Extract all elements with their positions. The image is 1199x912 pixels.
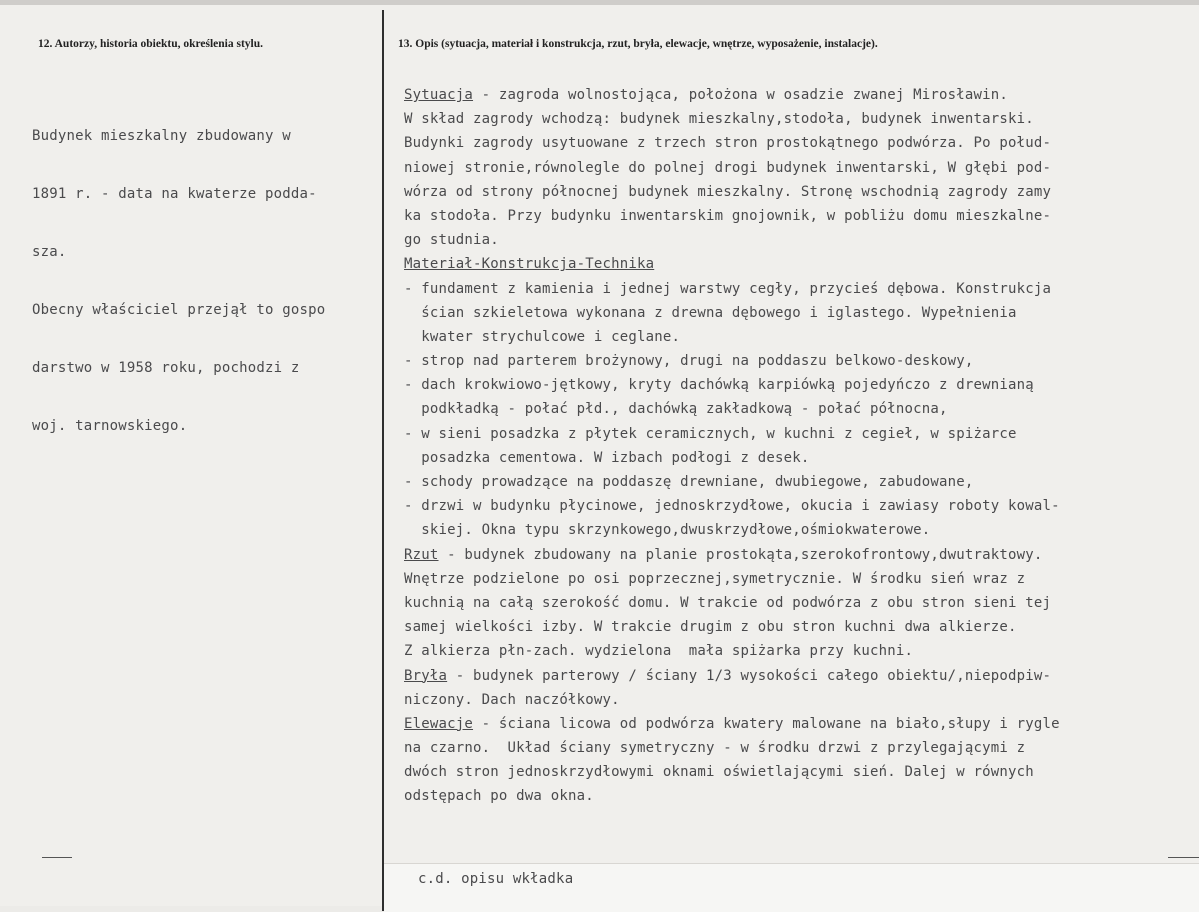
line-text: kwater strychulcowe i ceglane. bbox=[404, 328, 681, 345]
continuation-note: c.d. opisu wkładka bbox=[418, 871, 574, 887]
left-line: darstwo w 1958 roku, pochodzi z bbox=[32, 360, 300, 376]
section-label: Rzut bbox=[404, 546, 439, 563]
description-line bbox=[404, 277, 1060, 301]
line-text: - dach krokwiowo-jętkowy, kryty dachówką karpiówką pojedyńczo z drewnianą bbox=[404, 377, 1034, 394]
line-text: wórza od strony północnej budynek mieszkalny. Stronę wschodnią zagrody zamy bbox=[404, 183, 1052, 200]
description-line bbox=[404, 252, 1060, 276]
left-column-header: 12. Autorzy, historia obiektu, określenia stylu. bbox=[38, 38, 264, 50]
description-line bbox=[404, 591, 1060, 615]
line-text: - budynek parterowy / ściany 1/3 wysokości całego obiektu/,niepodpiw- bbox=[447, 667, 1052, 684]
description-line bbox=[404, 688, 1060, 712]
line-text: posadzka cementowa. W izbach podłogi z desek. bbox=[404, 449, 810, 466]
line-text: - drzwi w budynku płycinowe, jednoskrzydłowe, okucia i zawiasy roboty kowal- bbox=[404, 498, 1060, 515]
line-text: skiej. Okna typu skrzynkowego,dwuskrzydłowe,ośmiokwaterowe. bbox=[404, 522, 931, 539]
description-line bbox=[404, 397, 1060, 421]
description-line bbox=[404, 373, 1060, 397]
description-line bbox=[404, 518, 1060, 542]
right-column-text bbox=[404, 83, 1060, 809]
line-text: ścian szkieletowa wykonana z drewna dębowego i iglastego. Wypełnienia bbox=[404, 304, 1017, 321]
line-text: podkładką - połać płd., dachówką zakładkową - połać północna, bbox=[404, 401, 948, 418]
right-column-header: 13. Opis (sytuacja, materiał i konstrukcja, rzut, bryła, elewacje, wnętrze, wyposażenie, instalacje). bbox=[398, 38, 878, 50]
line-text: - budynek zbudowany na planie prostokąta,szerokofrontowy,dwutraktowy. bbox=[438, 546, 1043, 563]
description-line bbox=[404, 131, 1060, 155]
line-text: W skład zagrody wchodzą: budynek mieszkalny,stodoła, budynek inwentarski. bbox=[404, 111, 1034, 128]
description-line bbox=[404, 156, 1060, 180]
left-line: sza. bbox=[32, 244, 67, 260]
description-line bbox=[404, 325, 1060, 349]
margin-mark bbox=[42, 857, 72, 858]
line-text: niczony. Dach naczółkowy. bbox=[404, 691, 620, 708]
description-line bbox=[404, 349, 1060, 373]
line-text: dwóch stron jednoskrzydłowymi oknami oświetlającymi sień. Dalej w równych bbox=[404, 764, 1034, 781]
line-text: go studnia. bbox=[404, 232, 499, 249]
left-column-text bbox=[32, 91, 325, 471]
section-label: Bryła bbox=[404, 667, 448, 684]
description-line bbox=[404, 180, 1060, 204]
line-text: na czarno. Układ ściany symetryczny - w środku drzwi z przylegającymi z bbox=[404, 740, 1026, 757]
description-line bbox=[404, 301, 1060, 325]
line-text: ka stodoła. Przy budynku inwentarskim gnojownik, w pobliżu domu mieszkalne- bbox=[404, 207, 1052, 224]
description-line bbox=[404, 664, 1060, 688]
line-text: - ściana licowa od podwórza kwatery malowane na biało,słupy i rygle bbox=[473, 715, 1060, 732]
description-line bbox=[404, 567, 1060, 591]
left-line: 1891 r. - data na kwaterze podda- bbox=[32, 186, 317, 202]
line-text: - w sieni posadzka z płytek ceramicznych, w kuchni z cegieł, w spiżarce bbox=[404, 425, 1017, 442]
section-label: Materiał-Konstrukcja-Technika bbox=[404, 256, 655, 273]
line-text: kuchnią na całą szerokość domu. W trakcie od podwórza z obu stron sieni tej bbox=[404, 594, 1052, 611]
line-text: - zagroda wolnostojąca, położona w osadzie zwanej Mirosławin. bbox=[473, 87, 1009, 103]
description-line bbox=[404, 107, 1060, 131]
line-text: Wnętrze podzielone po osi poprzecznej,symetrycznie. W środku sień wraz z bbox=[404, 570, 1026, 587]
description-line bbox=[404, 422, 1060, 446]
description-line bbox=[404, 760, 1060, 784]
line-text: samej wielkości izby. W trakcie drugim z obu stron kuchni dwa alkierze. bbox=[404, 619, 1017, 636]
description-line bbox=[404, 446, 1060, 470]
line-text: - fundament z kamienia i jednej warstwy cegły, przycieś dębowa. Konstrukcja bbox=[404, 280, 1052, 297]
description-line bbox=[404, 615, 1060, 639]
line-text: odstępach po dwa okna. bbox=[404, 788, 594, 805]
line-text: Z alkierza płn-zach. wydzielona mała spiżarka przy kuchni. bbox=[404, 643, 914, 660]
column-divider bbox=[382, 10, 384, 911]
line-text: niowej stronie,równolegle do polnej drogi budynek inwentarski, W głębi pod- bbox=[404, 159, 1052, 176]
section-label: Elewacje bbox=[404, 715, 474, 732]
description-line bbox=[404, 470, 1060, 494]
line-text: - strop nad parterem brożynowy, drugi na poddaszu belkowo-deskowy, bbox=[404, 353, 974, 370]
margin-mark bbox=[1168, 857, 1199, 858]
description-line bbox=[404, 83, 1060, 107]
description-line bbox=[404, 204, 1060, 228]
line-text: Budynki zagrody usytuowane z trzech stron prostokątnego podwórza. Po połud- bbox=[404, 135, 1052, 152]
description-line bbox=[404, 639, 1060, 663]
description-line bbox=[404, 784, 1060, 808]
description-line bbox=[404, 494, 1060, 518]
description-line bbox=[404, 543, 1060, 567]
left-line: Obecny właściciel przejął to gospo bbox=[32, 302, 326, 318]
left-line: Budynek mieszkalny zbudowany w bbox=[32, 128, 291, 144]
line-text: - schody prowadzące na poddaszę drewniane, dwubiegowe, zabudowane, bbox=[404, 474, 974, 490]
description-line bbox=[404, 736, 1060, 760]
left-line: woj. tarnowskiego. bbox=[32, 418, 188, 434]
description-line bbox=[404, 228, 1060, 252]
section-label: Sytuacja bbox=[404, 87, 474, 103]
description-line bbox=[404, 712, 1060, 736]
